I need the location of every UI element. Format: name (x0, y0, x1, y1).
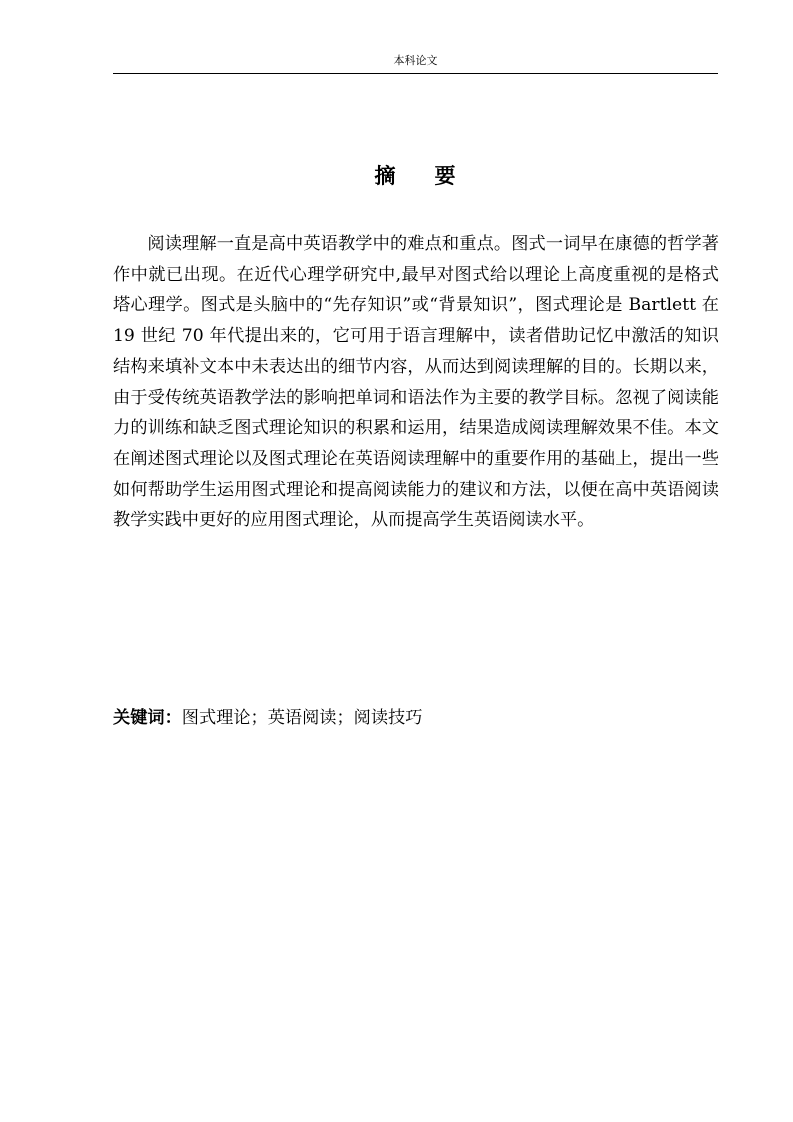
keywords-value: 图式理论；英语阅读；阅读技巧 (181, 708, 423, 728)
running-header: 本科论文 (393, 54, 438, 67)
abstract-body: 阅读理解一直是高中英语教学中的难点和重点。图式一词早在康德的哲学著作中就已出现。在近代心理学研究中,最早对图式给以理论上高度重视的是格式塔心理学。图式是头脑中的“先存知识”或“背景知识”，图式理论是 Bartlett 在 19 世纪 70 年代提出来的，它可用于语言理解中，读者借助记忆中激活的知识结构来填补文本中未表达出的细节内容，从而达到阅读理解的目的。长期以来，由于受传统英语教学法的影响把单词和语法作为主要的教学目标。忽视了阅读能力的训练和缺乏图式理论知识的积累和运用，结果造成阅读理解效果不佳。本文在阐述图式理论以及图式理论在英语阅读理解中的重要作用的基础上，提出一些如何帮助学生运用图式理论和提高阅读能力的建议和方法，以便在高中英语阅读教学实践中更好的应用图式理论，从而提高学生英语阅读水平。 (113, 234, 719, 531)
abstract-title-char-2: 要 (434, 163, 457, 188)
header-rule (113, 73, 718, 74)
abstract-title (113, 162, 718, 190)
abstract-title-char-1: 摘 (374, 163, 397, 188)
keywords-label: 关键词： (113, 708, 182, 728)
keywords (113, 705, 718, 731)
